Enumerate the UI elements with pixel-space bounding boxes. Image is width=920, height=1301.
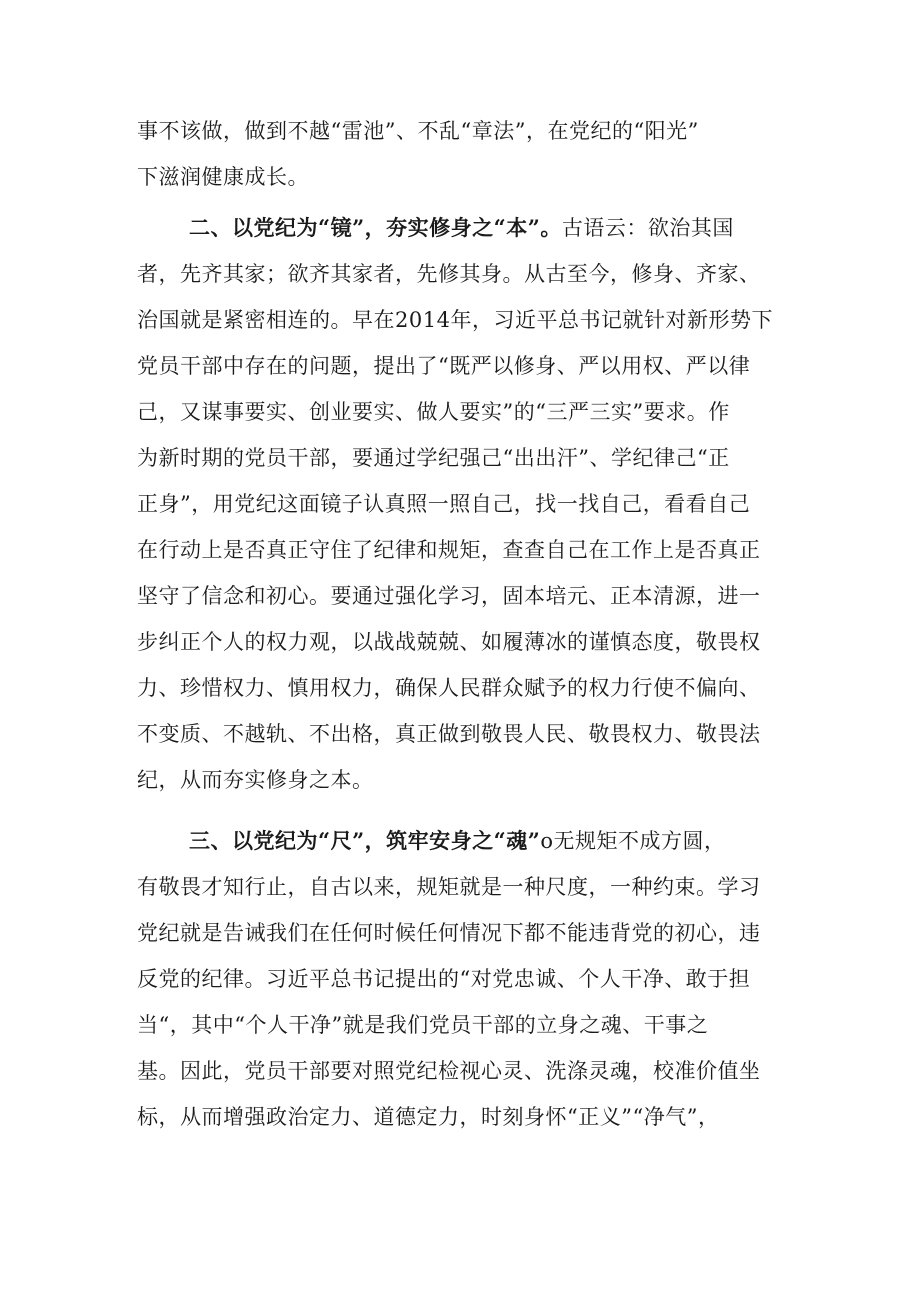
paragraph-2 xyxy=(137,205,802,803)
text-line: 者，先齐其家；欲齐其家者，先修其身。从古至今，修身、齐家、 xyxy=(137,262,761,286)
text-line: 纪，从而夯实修身之本。 xyxy=(137,768,374,792)
section-heading-3: 三、以党纪为“尺”，筑牢安身之“魂” xyxy=(189,828,541,853)
section-heading-2: 二、以党纪为“镜”，夯实修身之“本”。 xyxy=(189,215,562,240)
text-line: 当“，其中“个人干净”就是我们党员干部的立身之魂、干事之 xyxy=(137,1013,709,1037)
text-line: 为新时期的党员干部，要通过学纪强己“出出汗”、学纪律己“正 xyxy=(137,446,730,470)
text-line: 基。因此，党员干部要对照党纪检视心灵、洗涤灵魂，校准价值坐 xyxy=(137,1059,761,1083)
paragraph-3 xyxy=(137,818,802,1140)
text-line: 不变质、不越轨、不出格，真正做到敬畏人民、敬畏权力、敬畏法 xyxy=(137,722,761,746)
text-run: o无规矩不成方圆， xyxy=(540,829,726,853)
text-line: 治国就是紧密相连的。早在2014年，习近平总书记就针对新形势下 xyxy=(137,308,773,332)
text-line xyxy=(137,818,802,864)
text-line: 正身”，用党纪这面镜子认真照一照自己，找一找自己，看看自己 xyxy=(137,492,751,516)
text-line: 标，从而增强政治定力、道德定力，时刻身怀“正义”“净气”， xyxy=(137,1105,720,1129)
text-line xyxy=(137,205,802,251)
text-line: 反党的纪律。习近平总书记提出的“对党忠诚、个人干净、敢于担 xyxy=(137,967,751,991)
text-line: 步纠正个人的权力观，以战战兢兢、如履薄冰的谨慎态度，敬畏权 xyxy=(137,630,761,654)
text-line: 己，又谋事要实、创业要实、做人要实”的“三严三实”要求。作 xyxy=(137,400,730,424)
text-line: 有敬畏才知行止，自古以来，规矩就是一种尺度，一种约束。学习 xyxy=(137,875,761,899)
text-line: 力、珍惜权力、慎用权力，确保人民群众赋予的权力行使不偏向、 xyxy=(137,676,761,700)
text-line: 党员干部中存在的问题，提出了“既严以修身、严以用权、严以律 xyxy=(137,354,751,378)
text-line: 下滋润健康成长。 xyxy=(137,165,309,189)
text-run: 古语云：欲治其国 xyxy=(561,216,734,240)
paragraph-1 xyxy=(137,108,802,200)
text-line: 在行动上是否真正守住了纪律和规矩，查查自己在工作上是否真正 xyxy=(137,538,761,562)
text-line: 党纪就是告诫我们在任何时候任何情况下都不能违背党的初心，违 xyxy=(137,921,761,945)
text-line: 事不该做，做到不越“雷池”、不乱“章法”，在党纪的“阳光” xyxy=(137,119,699,143)
text-line: 坚守了信念和初心。要通过强化学习，固本培元、正本清源，进一 xyxy=(137,584,761,608)
